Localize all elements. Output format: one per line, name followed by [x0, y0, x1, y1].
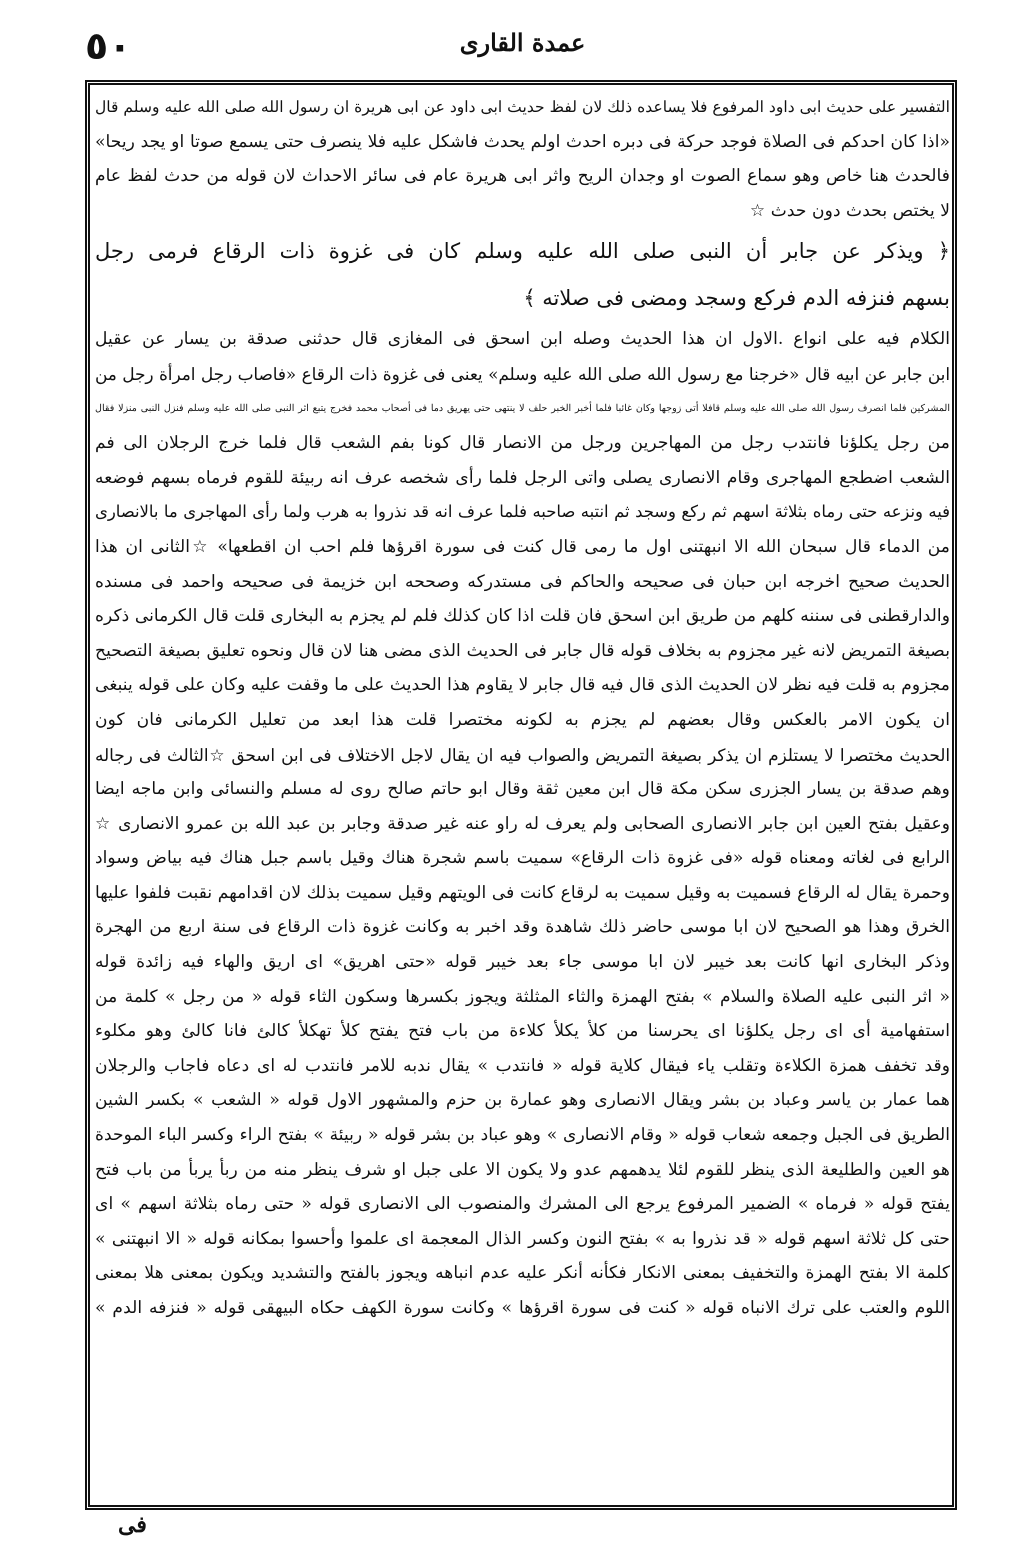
text-line: الرابع فى لغاته ومعناه قوله «فى غزوة ذات الرقاع» سميت باسم شجرة هناك وقيل باسم جبل هناك فيه بياض وسواد — [95, 848, 950, 869]
running-title: عمدة القارى — [459, 28, 586, 57]
text-body — [95, 90, 950, 1500]
page-header — [85, 18, 960, 78]
text-line: الحديث مختصرا لا يستلزم ان يذكر بصيغة التمريض والصواب فيه ان يقال لاجل الاختلاف فى ابن اسحق ☆الثالث فى رجاله — [95, 744, 950, 765]
text-line: وعقيل بفتح العين ابن جابر الانصارى الصحابى ولم يعرف له راو عنه غير صدقة وجابر بن عبد الله بن عمرو الانصارى ☆ — [95, 813, 950, 834]
text-line: وذكر البخارى انها كانت بعد خيبر لان ابا موسى جاء بعد خيبر قوله «حتى اهريق» اى اريق والهاء فيه زائدة قوله — [95, 952, 950, 973]
text-line: يفتح قوله « فرماه » الضمير المرفوع يرجع الى المشرك والمنصوب الى الانصارى قوله « حتى رماه بثلاثة اسهم » اى — [95, 1194, 950, 1215]
text-line: من الدماء قال سبحان الله الا انبهتنى اول ما رمى قال كنت فى سورة اقرؤها فلم احب ان اقطعها» ☆الثانى ان هذا — [95, 536, 950, 557]
text-line: وحمرة يقال له الرقاع فسميت به وقيل سميت به لرقاع كانت فى الويتهم وقيل سميت بذلك لان اقدامهم نقبت فلفوا عليها — [95, 882, 950, 903]
text-line: الحديث صحيح اخرجه ابن حبان فى صحيحه والحاكم فى مستدركه وصححه ابن خزيمة فى صحيحه واحمد فى مسنده — [95, 571, 950, 592]
text-line: هو العين والطليعة الذى ينظر للقوم لئلا يدهمهم عدو ولا يكون الا على جبل او شرف ينظر منه من ربأ يربأ من باب فتح — [95, 1159, 950, 1180]
text-line: ان يكون الامر بالعكس وقال بعضهم لم يجزم به لكونه مختصرا قلت هذا ابعد من تعليل الكرمانى فان كون — [95, 709, 950, 730]
text-line: اللوم والعتب على ترك الانباه قوله « كنت فى سورة اقرؤها » وكانت سورة الكهف حكاه البيهقى قوله « فنزفه الدم » — [95, 1298, 950, 1318]
text-line: والدارقطنى فى سننه كلهم من طريق ابن اسحق فان قلت اذا كان كذلك فلم لم يجزم به البخارى قلت قال الكرمانى ذكره — [95, 606, 950, 627]
text-line: المشركين فلما انصرف رسول الله صلى الله عليه وسلم قافلا أتى زوجها وكان غائبا فلما أخبر الخبر حلف لا ينتهى حتى يهريق دما فى أصحاب محمد فخرج يتبع اثر النبى صلى الله عليه وسلم فنزل النبى منزلا فقال — [95, 402, 950, 414]
text-line: الكلام فيه على انواع .الاول ان هذا الحديث وصله ابن اسحق فى المغازى قال حدثنى صدقة بن يسار عن عقيل — [95, 329, 950, 350]
text-line: الخرق وهذا هو الصحيح لان ابا موسى حاضر ذلك شاهدة وقد اخبر به وكانت غزوة ذات الرقاع فى سنة اربع من الهجرة — [95, 917, 950, 938]
text-line: ابن جابر عن ابيه قال «خرجنا مع رسول الله صلى الله عليه وسلم» يعنى فى غزوة ذات الرقاع «فاصاب رجل امرأة رجل من — [95, 363, 950, 384]
text-line: حتى كل ثلاثة اسهم قوله « قد نذروا به » بفتح النون وكسر الذال المعجمة اى علموا وأحسوا بمكانه قوله « الا انبهتنى » — [95, 1228, 950, 1249]
text-line: بصيغة التمريض لانه غير مجزوم به بخلاف قوله قال جابر فى الحديث الذى مضى هنا لان قال ونحوه تعليق بصيغة التصحيح — [95, 640, 950, 661]
text-line: فالحدث هنا خاص وهو سماع الصوت او وجدان الريح واثر ابى هريرة عام فى سائر الاحداث لان قوله من حدث لفظ عام — [95, 166, 950, 187]
text-line: لا يختص بحدث دون حدث ☆ — [749, 200, 950, 221]
text-line: من رجل يكلؤنا فانتدب رجل من المهاجرين ورجل من الانصار قال كونا بفم الشعب قال فلما خرج الرجلان الى فم — [95, 433, 950, 454]
text-line: فيه ونزعه حتى رماه بثلاثة اسهم ثم ركع وسجد ثم انتبه صاحبه فلما عرف انه قد نذروا به هرب ولما رأى المهاجرى ما بالانصارى — [95, 502, 950, 522]
text-line: مجزوم به قلت فيه نظر لان الحديث الذى قال فيه قال جابر لا يقاوم هذا الحديث على ما وقفت عليه وكان على قوله ينبغى — [95, 675, 950, 696]
text-line: وقد تخفف همزة الكلاءة وتقلب ياء فيقال كلاية قوله « فانتدب » يقال ندبه للامر فانتدب له اى دعاه فاجاب والرجلان — [95, 1055, 950, 1076]
text-line: الشعب اضطجع المهاجرى وقام الانصارى يصلى واتى الرجل فلما رأى شخصه عرف انه ربيئة للقوم فرماه بسهم فوضعه — [95, 467, 950, 488]
text-line: هما عمار بن ياسر وعباد بن بشر ويقال الانصارى وهو عمارة بن حزم والمشهور الاول قوله « الشعب » بكسر الشين — [95, 1090, 950, 1111]
text-line: «اذا كان احدكم فى الصلاة فوجد حركة فى دبره احدث اولم يحدث فاشكل عليه فلا ينصرف حتى يسمع صوتا او يجد ريحا» — [95, 131, 950, 152]
page-number: ٥٠ — [85, 24, 132, 68]
text-line: ﴿ ويذكر عن جابر أن النبى صلى الله عليه وسلم كان فى غزوة ذات الرقاع فرمى رجل — [95, 239, 950, 264]
text-line: كلمة الا بفتح الهمزة والتخفيف بمعنى الانكار فكأنه أنكر عليه عدم انباهه ويجوز بالفتح والتشديد ويكون بمعنى هلا بمعنى — [95, 1263, 950, 1284]
text-line: التفسير على حديث ابى داود المرفوع فلا يساعده ذلك لان لفظ حديث ابى داود عن ابى هريرة ان رسول الله صلى الله عليه وسلم قال — [95, 98, 950, 116]
text-line: « اثر النبى عليه الصلاة والسلام » بفتح الهمزة والثاء المثلثة ويجوز بكسرها وسكون الثاء قوله « من رجل » كلمة من — [95, 986, 950, 1007]
text-line: وهم صدقة بن يسار الجزرى سكن مكة قال ابن معين ثقة وقال ابو حاتم صالح روى له مسلم والنسائى وابن ماجه ايضا — [95, 779, 950, 800]
catchword: فى — [118, 1512, 147, 1538]
text-line: الطريق فى الجبل وجمعه شعاب قوله « وقام الانصارى » وهو عباد بن بشر قوله « ربيئة » بفتح الراء وكسر الباء الموحدة — [95, 1125, 950, 1146]
text-line: بسهم فنزفه الدم فركع وسجد ومضى فى صلاته ﴾ — [523, 286, 950, 311]
text-line: استفهامية أى اى رجل يكلؤنا اى يحرسنا من كلأ يكلأ كلاءة من باب فتح يفتح كلأ تهكلأ كالئ فانا كالئ وهو مكلوء — [95, 1021, 950, 1042]
